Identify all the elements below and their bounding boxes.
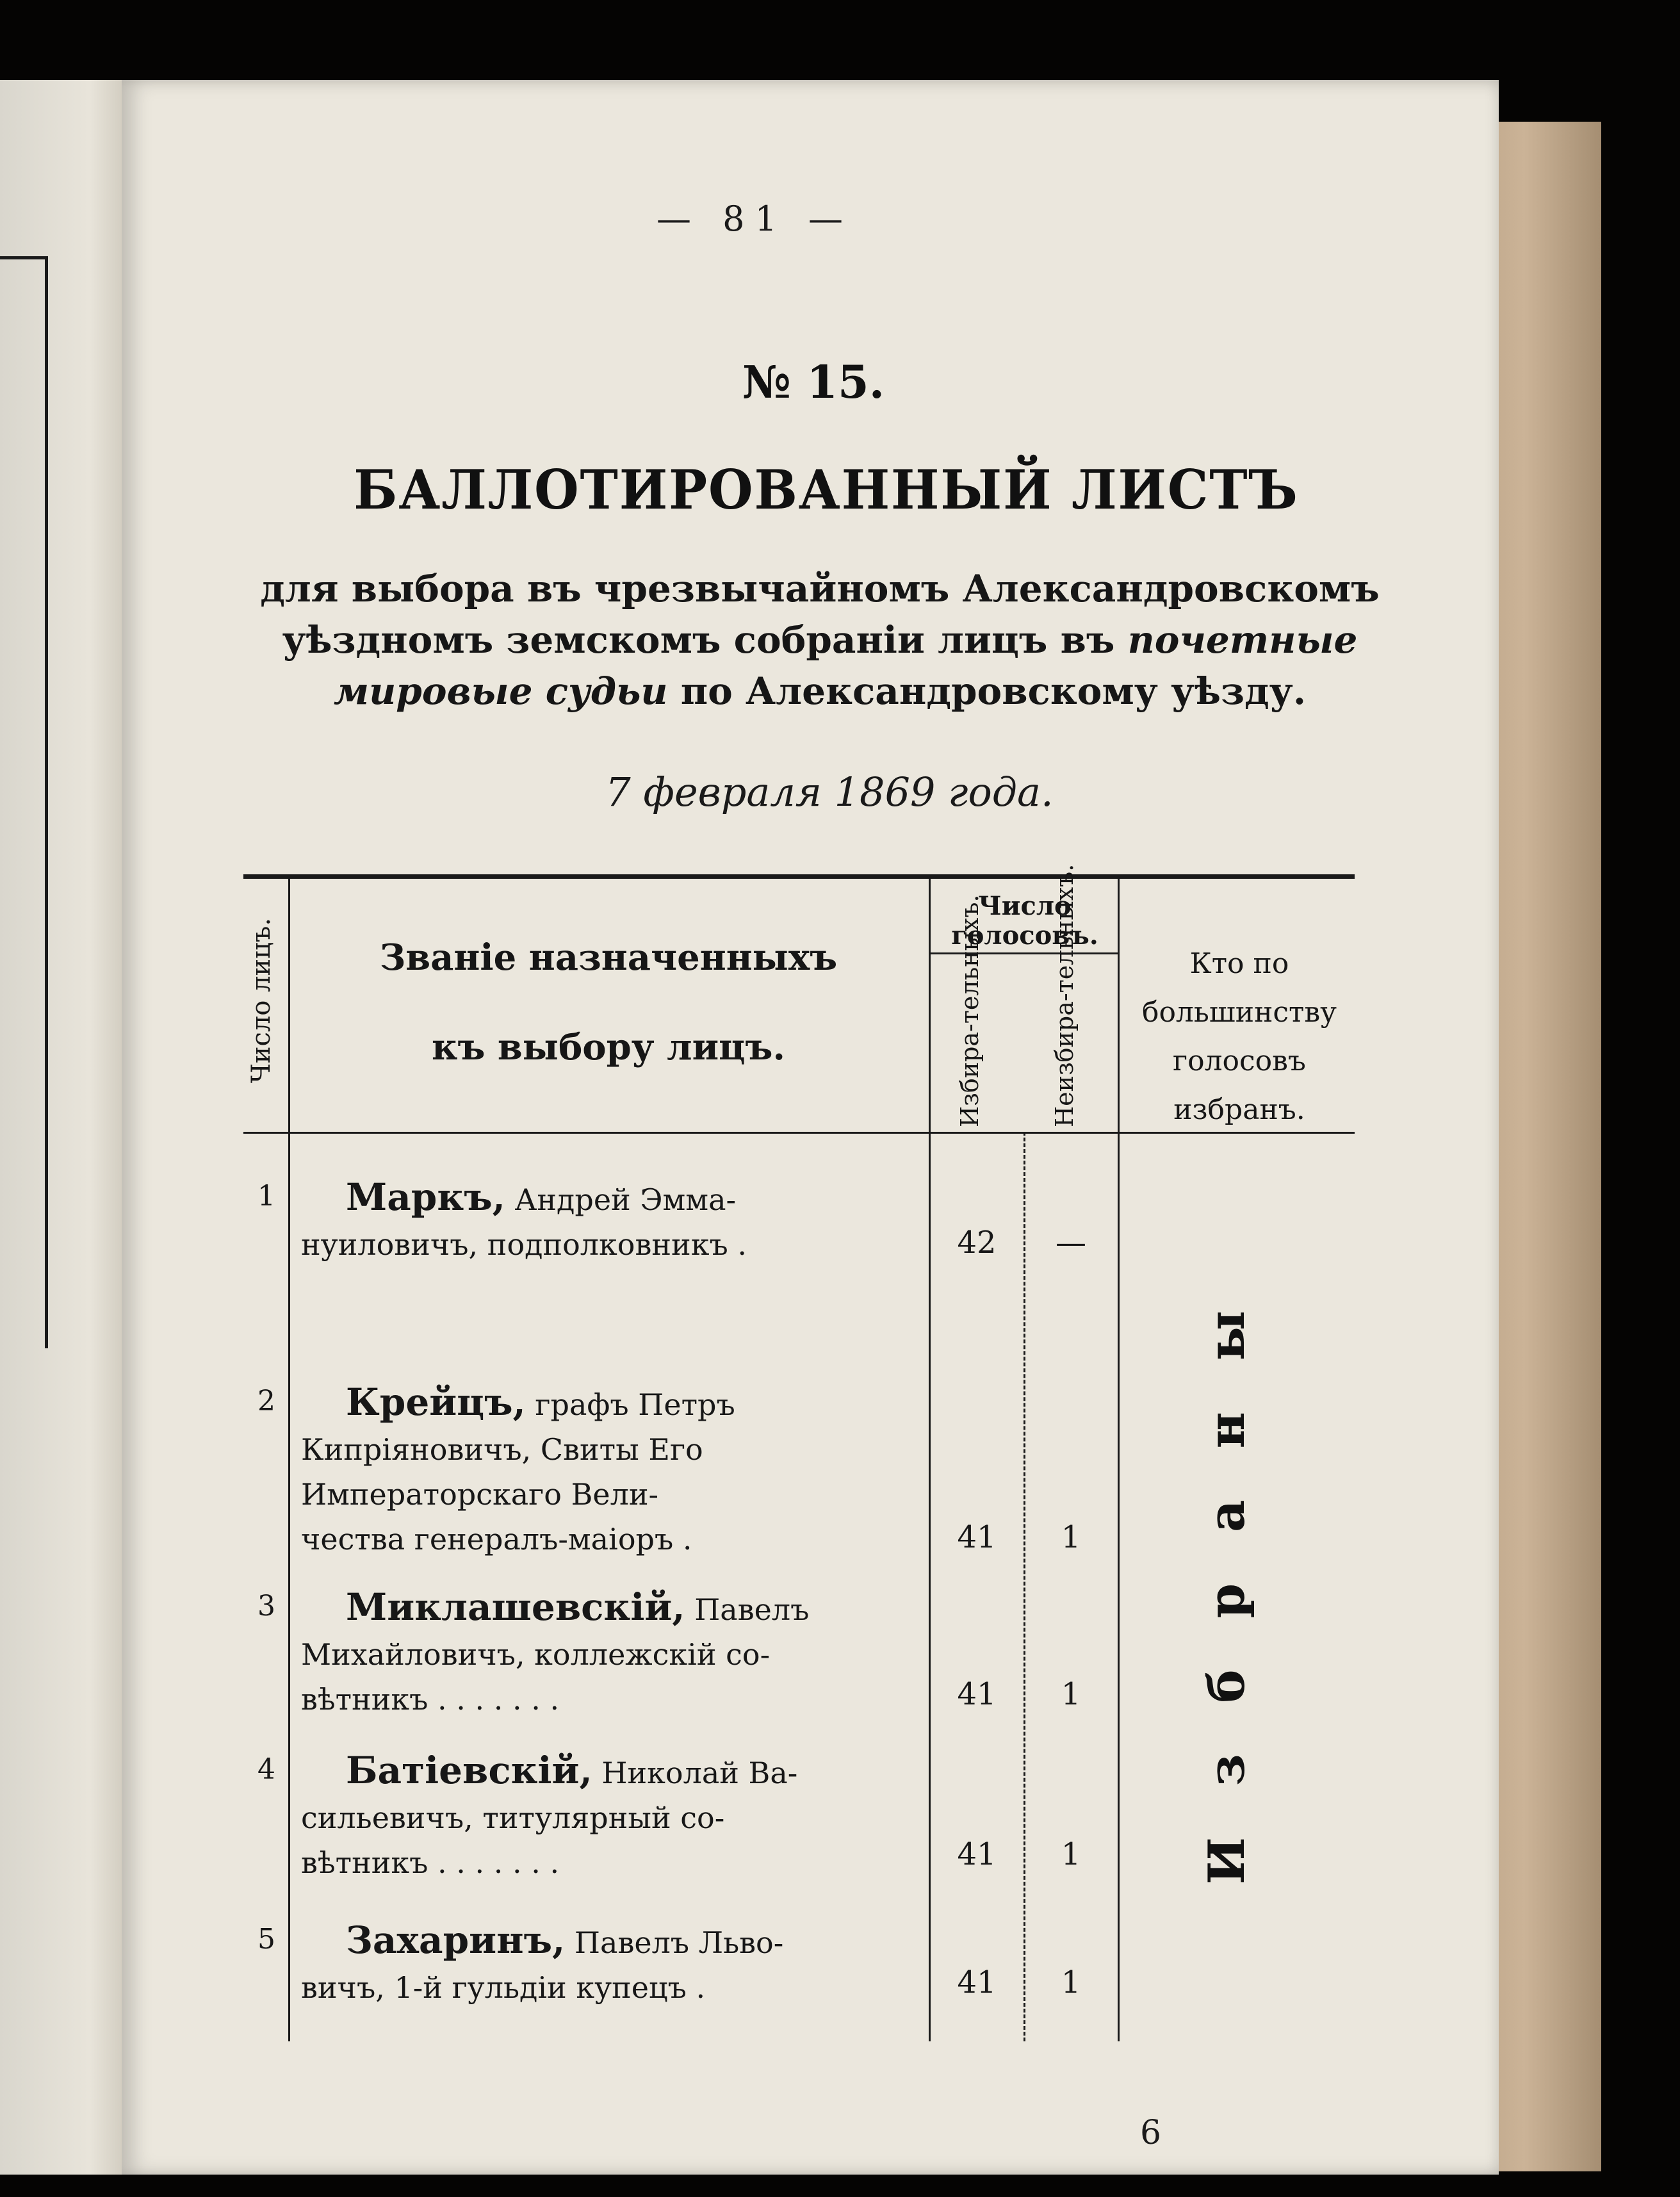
- table-row: [301, 1175, 916, 1267]
- elected-label: Избраны: [1198, 1259, 1256, 1884]
- person-detail: Николай Ва-: [601, 1756, 798, 1790]
- subtitle-line-2: [243, 618, 1396, 662]
- row-number: 2: [257, 1385, 275, 1417]
- header-for: Избира-тельныхъ.: [956, 894, 984, 1127]
- subtitle-emphasis-1: почетные: [1127, 618, 1358, 662]
- page-title: БАЛЛОТИРОВАННЫЙ ЛИСТЪ: [354, 458, 1299, 521]
- person-detail: вѣтникъ . . . . . . .: [301, 1845, 560, 1880]
- person-detail: сильевичъ, титулярный со-: [301, 1801, 725, 1835]
- row-number: 1: [257, 1180, 275, 1213]
- subtitle-line-3: [243, 669, 1396, 713]
- votes-for: 41: [957, 1676, 997, 1712]
- person-detail: Павелъ Льво-: [574, 1925, 784, 1960]
- votes-against: 1: [1061, 1676, 1081, 1712]
- person-detail: нуиловичъ, подполковникъ .: [301, 1227, 747, 1262]
- header-elected: Кто по большинству голосовъ избранъ.: [1141, 947, 1337, 1126]
- book-page: [122, 80, 1499, 2175]
- person-surname: Маркъ,: [346, 1175, 505, 1219]
- signature-mark: 6: [1140, 2114, 1162, 2152]
- page-number: — 81 —: [657, 199, 854, 239]
- table-row: [301, 1380, 916, 1562]
- person-surname: Крейцъ,: [346, 1380, 526, 1424]
- subtitle-line-3-text: по Александровскому уѣзду.: [680, 669, 1307, 713]
- votes-against: 1: [1061, 1836, 1081, 1872]
- facing-page: [0, 80, 128, 2175]
- column-rule: [288, 879, 290, 2041]
- person-detail: Андрей Эмма-: [514, 1182, 737, 1217]
- subtitle-emphasis-2: мировые судьи: [333, 669, 668, 713]
- table-row: [301, 1585, 916, 1722]
- row-number: 5: [257, 1923, 275, 1956]
- votes-for: 41: [957, 1519, 997, 1555]
- header-title-1: Званіе назначенныхъ: [379, 936, 838, 979]
- person-detail: Кипріяновичъ, Свиты Его: [301, 1432, 703, 1467]
- person-detail: графъ Петръ: [535, 1387, 735, 1422]
- votes-for: 41: [957, 1836, 997, 1872]
- document-date: 7 февраля 1869 года.: [605, 769, 1054, 815]
- person-surname: Батіевскій,: [346, 1749, 592, 1792]
- table-row: [301, 1748, 916, 1885]
- votes-against: 1: [1061, 1964, 1081, 2000]
- facing-page-rule: [0, 256, 48, 1348]
- row-number: 3: [257, 1590, 275, 1622]
- header-title-2: къ выбору лицъ.: [432, 1026, 785, 1068]
- header-votes: Число голосовъ.: [951, 891, 1098, 951]
- column-rule: [1023, 1132, 1025, 2041]
- document-number: № 15.: [742, 355, 885, 409]
- column-rule: [929, 879, 931, 2041]
- subtitle-line-1: для выбора въ чрезвычайномъ Александровскомъ: [260, 567, 1380, 610]
- votes-for: 42: [957, 1225, 997, 1261]
- votes-against: 1: [1061, 1519, 1081, 1555]
- person-detail: Императорскаго Вели-: [301, 1477, 659, 1512]
- ballot-table: [243, 863, 1355, 2041]
- table-row: [301, 1918, 916, 2010]
- person-surname: Миклашевскій,: [346, 1585, 685, 1629]
- person-detail: чества генералъ-маіоръ .: [301, 1522, 692, 1556]
- header-count: Число лицъ.: [247, 917, 276, 1084]
- person-detail: вичъ, 1-й гульдіи купецъ .: [301, 1970, 706, 2005]
- header-against: Неизбира-тельныхъ.: [1050, 863, 1079, 1127]
- subtitle-line-2-text: уѣздномъ земскомъ собраніи лицъ въ: [282, 618, 1115, 662]
- column-rule: [1118, 879, 1120, 2041]
- row-number: 4: [257, 1753, 275, 1786]
- person-detail: Павелъ: [694, 1592, 810, 1627]
- votes-against: —: [1056, 1225, 1086, 1261]
- votes-for: 41: [957, 1964, 997, 2000]
- person-detail: Михайловичъ, коллежскій со-: [301, 1637, 771, 1672]
- person-detail: вѣтникъ . . . . . . .: [301, 1682, 560, 1717]
- person-surname: Захаринъ,: [346, 1918, 566, 1962]
